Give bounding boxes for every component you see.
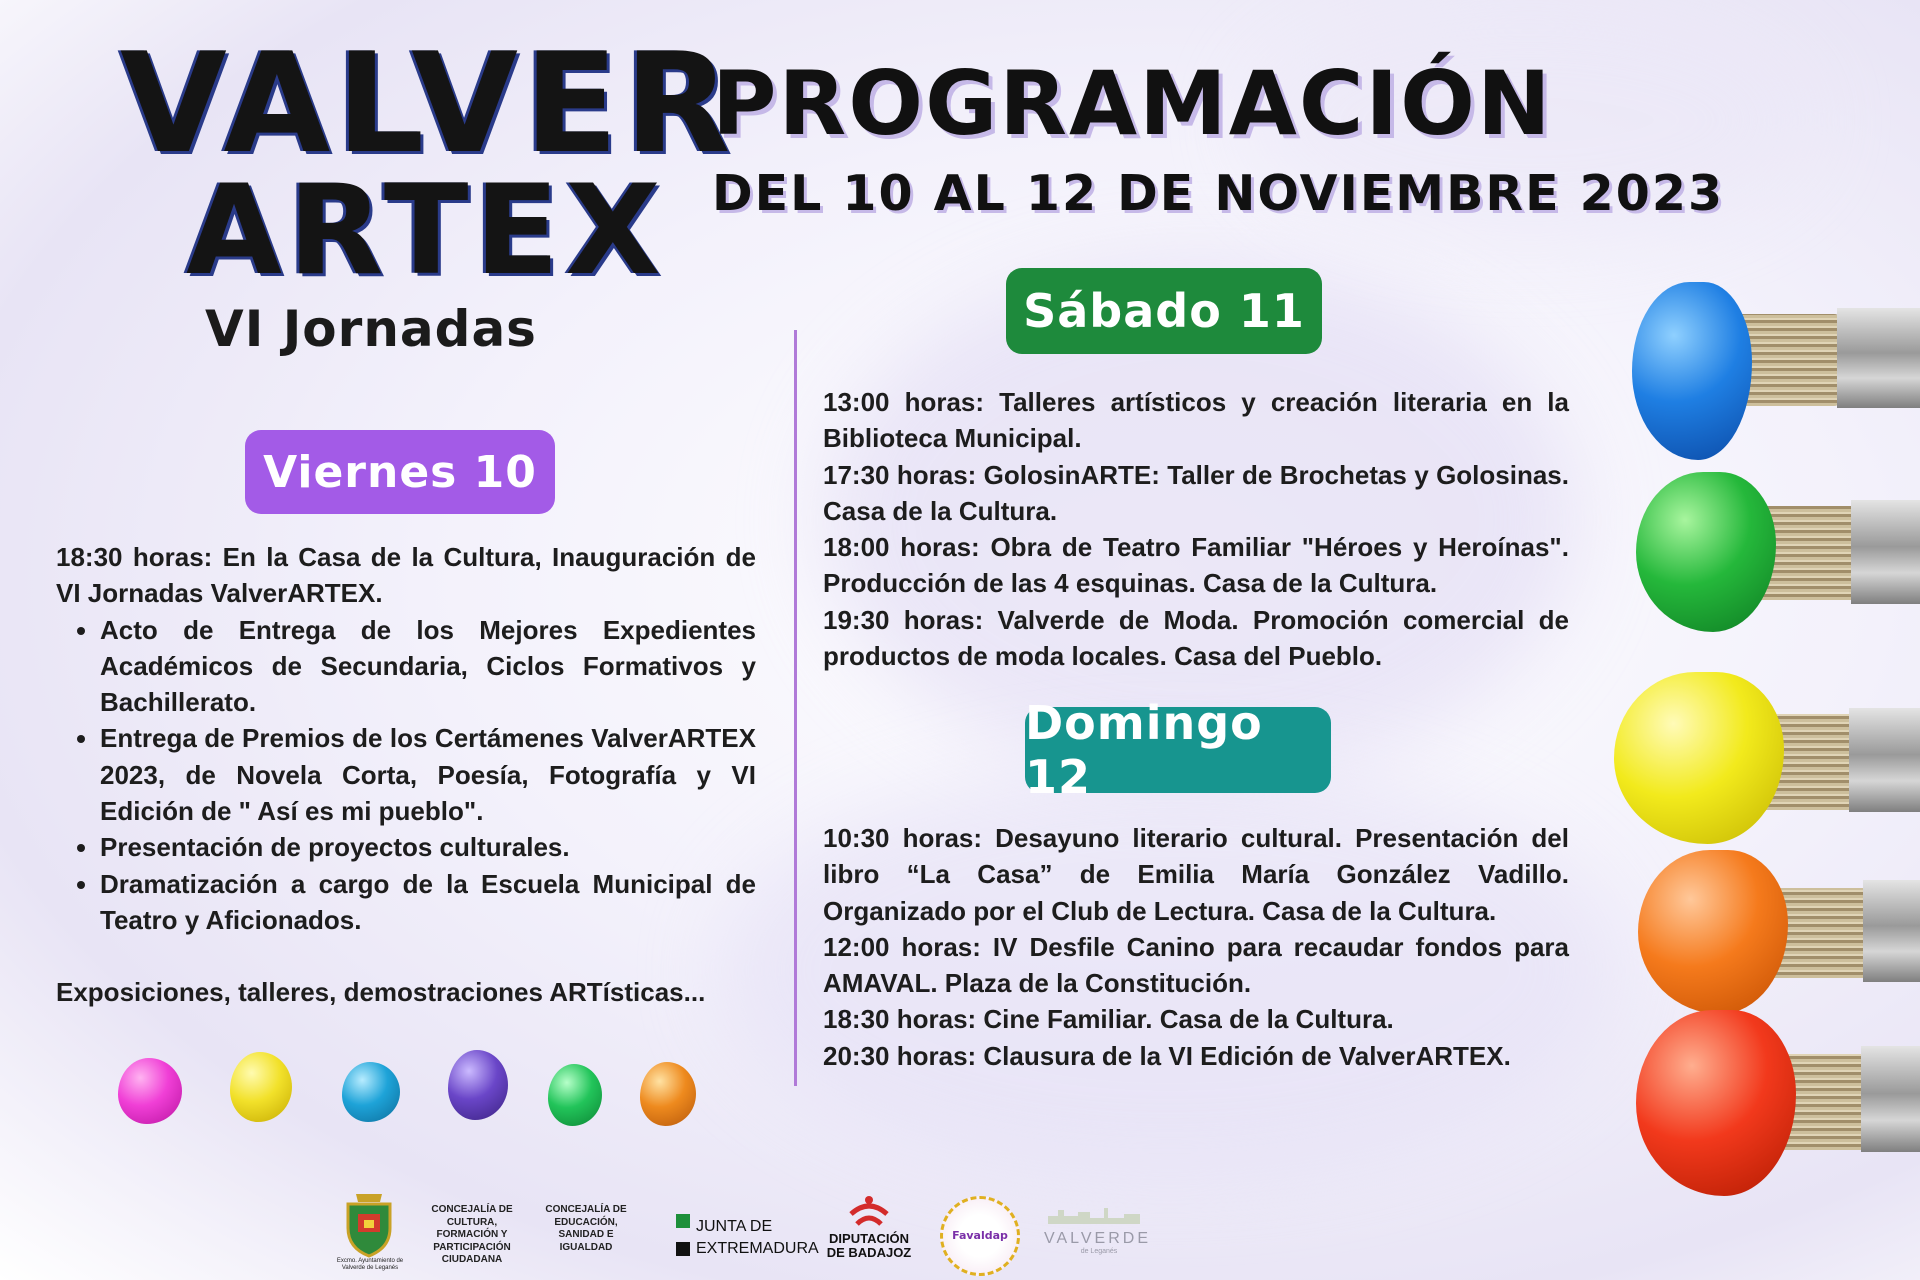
valverde-logo	[1044, 1204, 1164, 1264]
asociacion-name: Favaldap	[952, 1229, 1008, 1242]
junta-line2: EXTREMADURA	[696, 1240, 819, 1257]
logo-line-artex: ARTEX	[186, 159, 667, 303]
paint-brush-blue	[1632, 282, 1920, 462]
junta-line1: JUNTA DE	[696, 1218, 773, 1235]
paint-blob-orange	[640, 1062, 696, 1126]
ayuntamiento-logo	[336, 1190, 404, 1280]
list-item: 13:00 horas: Talleres artísticos y creación literaria en la Biblioteca Municipal.	[823, 387, 1569, 454]
asociacion-logo	[940, 1196, 1020, 1276]
paint-brush-orange	[1638, 850, 1920, 1020]
brush-ferrule	[1837, 308, 1920, 408]
valverde-name: VALVERDE	[1044, 1230, 1151, 1247]
domingo-program	[823, 820, 1569, 1074]
paint-blob-yellow	[230, 1052, 292, 1122]
brush-paint	[1632, 282, 1752, 460]
paint-brush-yellow	[1614, 670, 1920, 850]
list-item: 18:30 horas: Cine Familiar. Casa de la Cultura.	[823, 1004, 1394, 1035]
date-range: DEL 10 AL 12 DE NOVIEMBRE 2023	[712, 165, 1725, 222]
ayuntamiento-name: Excmo. Ayuntamiento de Valverde de Leganés	[336, 1258, 404, 1271]
logo-line-valver: VALVER	[120, 23, 737, 184]
paint-brush-green	[1636, 468, 1920, 648]
paint-blob-green	[548, 1064, 602, 1126]
list-item: 19:30 horas: Valverde de Moda. Promoción comercial de productos de moda locales. Casa del Pueblo.	[823, 604, 1569, 672]
brush-ferrule	[1863, 880, 1920, 982]
brush-ferrule	[1861, 1046, 1920, 1152]
brush-ferrule	[1849, 708, 1920, 812]
brush-ferrule	[1851, 500, 1920, 604]
list-item: 20:30 horas: Clausura de la VI Edición de ValverARTEX.	[823, 1040, 1511, 1071]
diputacion-line1: DIPUTACIÓN	[829, 1231, 909, 1246]
coat-of-arms-icon	[340, 1190, 398, 1258]
sabado-program	[823, 384, 1569, 674]
sponsor-footer	[0, 1190, 1920, 1280]
list-item: 10:30 horas: Desayuno literario cultural. Presentación del libro “La Casa” de Emilia María González Vadillo. Organizado por el Club de Lectura. Casa de la Cultura.	[823, 823, 1569, 926]
paint-blob-cyan	[342, 1062, 400, 1122]
valverde-sub: de Leganés	[1080, 1248, 1118, 1255]
brush-paint	[1636, 1010, 1796, 1196]
junta-square-green	[676, 1214, 690, 1228]
brush-paint	[1614, 672, 1784, 844]
page-title: PROGRAMACIÓN	[712, 52, 1553, 155]
junta-square-black	[676, 1242, 690, 1256]
list-item: • Entrega de Premios de los Certámenes ValverARTEX 2023, de Novela Corta, Poesía, Fotografía y VI Edición de " Así es mi pueblo".	[100, 720, 756, 829]
junta-extremadura-logo	[676, 1212, 819, 1262]
column-divider	[794, 330, 797, 1086]
diputacion-logo	[826, 1194, 912, 1274]
skyline-icon	[1044, 1204, 1160, 1226]
list-item: • Acto de Entrega de los Mejores Expedientes Académicos de Secundaria, Ciclos Formativos y Bachillerato.	[100, 612, 756, 721]
day-badge-domingo: Domingo 12	[1025, 707, 1331, 793]
day-badge-sabado: Sábado 11	[1006, 268, 1322, 354]
brush-paint	[1638, 850, 1788, 1014]
viernes-bullet-list	[56, 612, 756, 939]
list-item: 17:30 horas: GolosinARTE: Taller de Brochetas y Golosinas. Casa de la Cultura.	[823, 459, 1569, 526]
list-item: • Dramatización a cargo de la Escuela Municipal de Teatro y Aficionados.	[100, 866, 756, 939]
diputacion-crown-icon	[847, 1194, 891, 1228]
viernes-intro: 18:30 horas: En la Casa de la Cultura, Inauguración de VI Jornadas ValverARTEX.	[56, 542, 756, 609]
paint-blob-purple	[448, 1050, 508, 1120]
list-item: • Presentación de proyectos culturales.	[100, 829, 756, 865]
spacer	[56, 938, 756, 974]
list-item: 18:00 horas: Obra de Teatro Familiar "Héroes y Heroínas". Producción de las 4 esquinas. Casa de la Cultura.	[823, 532, 1569, 599]
brush-paint	[1636, 472, 1776, 632]
concejalia-educacion: CONCEJALÍA DE EDUCACIÓN, SANIDAD E IGUALDAD	[545, 1204, 627, 1253]
paint-brush-red	[1636, 1010, 1920, 1200]
logo-subtitle: VI Jornadas	[205, 300, 537, 358]
paint-blob-magenta	[118, 1058, 182, 1124]
diputacion-line2: DE BADAJOZ	[826, 1245, 912, 1260]
viernes-closing: Exposiciones, talleres, demostraciones ARTísticas...	[56, 977, 706, 1008]
concejalia-cultura: CONCEJALÍA DE CULTURA, FORMACIÓN Y PARTICIPACIÓN CIUDADANA	[431, 1204, 513, 1265]
viernes-program	[56, 539, 756, 1011]
list-item: 12:00 horas: IV Desfile Canino para recaudar fondos para AMAVAL. Plaza de la Constitución.	[823, 931, 1569, 999]
day-badge-viernes: Viernes 10	[245, 430, 555, 514]
